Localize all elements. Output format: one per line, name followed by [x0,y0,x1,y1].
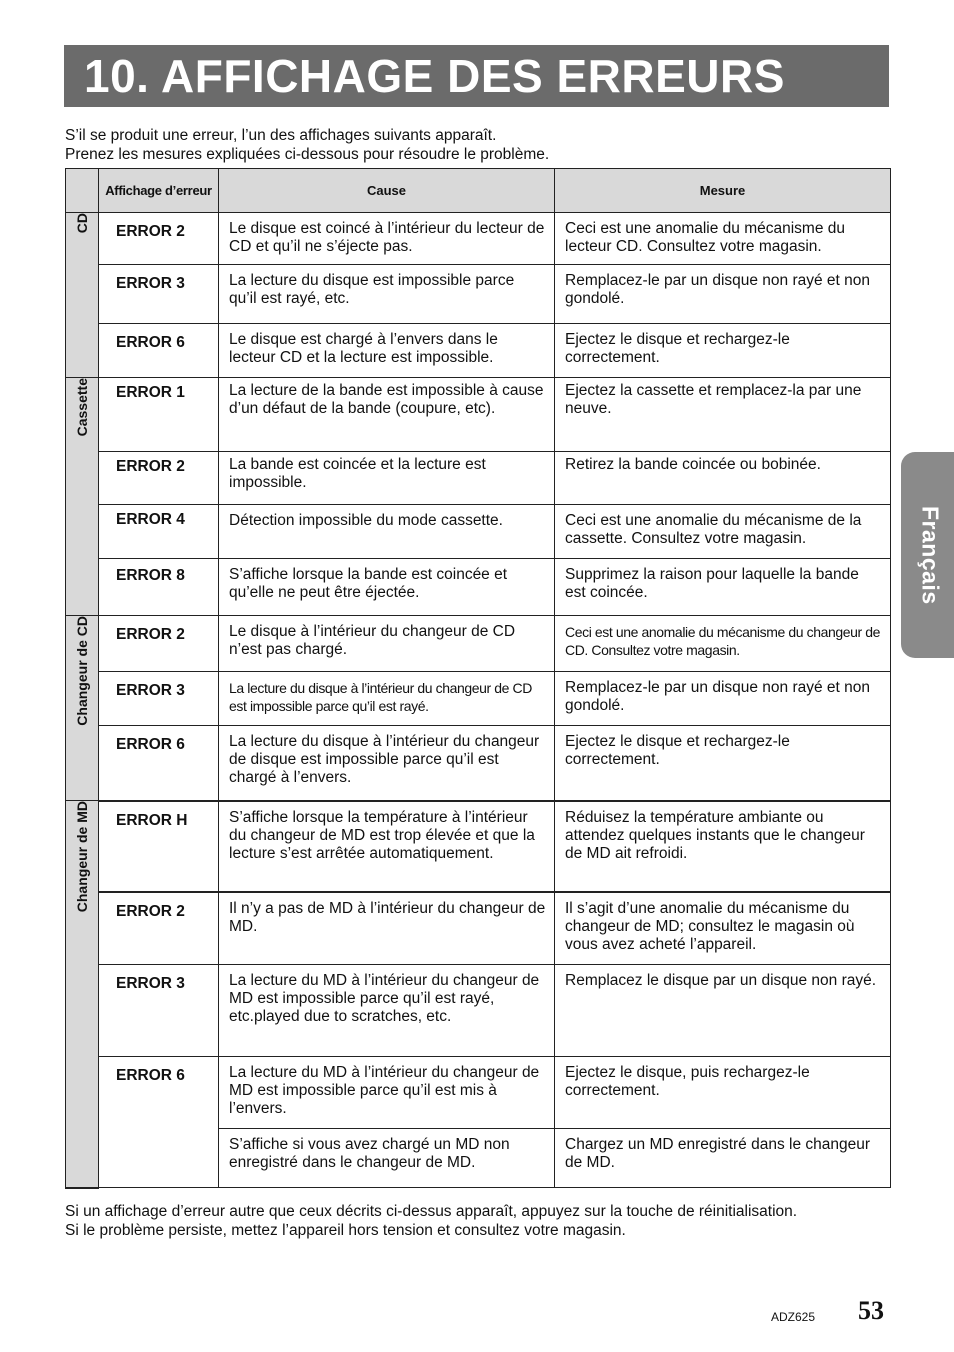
error-measure: Ceci est une anomalie du mécanisme du lecteur CD. Consultez votre magasin. [555,213,891,265]
error-cause: S’affiche si vous avez chargé un MD non enregistré dans le changeur de MD. [219,1129,555,1188]
table-row [66,505,891,559]
error-measure: Remplacez le disque par un disque non rayé. [555,965,891,1057]
error-code: ERROR H [99,801,219,892]
language-tab [901,452,954,658]
error-measure: Ejectez le disque, puis rechargez-le correctement. [555,1057,891,1129]
page-number: 53 [858,1296,884,1325]
table-row [66,892,891,965]
error-code: ERROR 4 [99,505,219,559]
error-measure: Ejectez le disque et rechargez-le correctement. [555,324,891,378]
table-row [66,801,891,892]
error-code: ERROR 2 [99,892,219,965]
table-row [66,1057,891,1129]
error-cause: Le disque est coincé à l’intérieur du lecteur de CD et qu’il ne s’éjecte pas. [219,213,555,265]
intro-text [65,126,549,164]
table-row [66,452,891,505]
group-label-cassette: Cassette [66,378,99,616]
error-code: ERROR 3 [99,965,219,1057]
group-label-changeur-md: Changeur de MD [66,801,99,1188]
error-cause: Le disque à l’intérieur du changeur de CD n’est pas chargé. [219,616,555,672]
header-measure: Mesure [555,169,891,213]
error-measure: Réduisez la température ambiante ou attendez quelques instants que le changeur de MD ait refroidi. [555,801,891,892]
page-title: 10. AFFICHAGE DES ERREURS [64,45,889,107]
table-row [66,213,891,265]
header-cause: Cause [219,169,555,213]
error-code: ERROR 2 [99,616,219,672]
error-cause: Détection impossible du mode cassette. [219,505,555,559]
error-measure: Ejectez la cassette et remplacez-la par une neuve. [555,378,891,452]
error-cause: La lecture du disque à l’intérieur du changeur de CD est impossible parce qu’il est rayé. [219,672,555,726]
footer-line: Si un affichage d’erreur autre que ceux décrits ci-dessus apparaît, appuyez sur la touche de réinitialisation. [65,1203,798,1220]
footer-text [65,1202,797,1240]
error-cause: Il n’y a pas de MD à l’intérieur du changeur de MD. [219,892,555,965]
error-code: ERROR 6 [99,324,219,378]
error-measure: Ejectez le disque et rechargez-le correctement. [555,726,891,801]
error-measure: Supprimez la raison pour laquelle la bande est coincée. [555,559,891,616]
error-cause: S’affiche lorsque la température à l’intérieur du changeur de MD est trop élevée et que la lecture s’est arrêtée automatiquement. [219,801,555,892]
error-code: ERROR 3 [99,672,219,726]
error-code: ERROR 8 [99,559,219,616]
error-measure: Ceci est une anomalie du mécanisme du changeur de CD. Consultez votre magasin. [555,616,891,672]
error-code: ERROR 3 [99,265,219,324]
table-row [66,378,891,452]
error-code: ERROR 6 [99,1057,219,1188]
group-label-changeur-cd: Changeur de CD [66,616,99,801]
error-table [65,168,891,1189]
footer-line: Si le problème persiste, mettez l’appareil hors tension et consultez votre magasin. [65,1222,626,1239]
error-code: ERROR 2 [99,213,219,265]
table-row [66,726,891,801]
table-row [66,965,891,1057]
error-cause: Le disque est chargé à l’envers dans le lecteur CD et la lecture est impossible. [219,324,555,378]
error-cause: La lecture de la bande est impossible à cause d’un défaut de la bande (coupure, etc). [219,378,555,452]
error-measure: Ceci est une anomalie du mécanisme de la cassette. Consultez votre magasin. [555,505,891,559]
model-number: ADZ625 [771,1310,816,1324]
error-cause: La lecture du disque à l’intérieur du changeur de disque est impossible parce qu’il est chargé à l’envers. [219,726,555,801]
error-code: ERROR 2 [99,452,219,505]
header-code: Affichage d’erreur [99,169,219,213]
error-measure: Remplacez-le par un disque non rayé et non gondolé. [555,672,891,726]
error-code: ERROR 6 [99,726,219,801]
error-cause: La lecture du MD à l’intérieur du changeur de MD est impossible parce qu’il est mis à l’envers. [219,1057,555,1129]
error-measure: Il s’agit d’une anomalie du mécanisme du changeur de MD; consultez le magasin où vous avez acheté l’appareil. [555,892,891,965]
header-blank [66,169,99,213]
error-cause: S’affiche lorsque la bande est coincée et qu’elle ne peut être éjectée. [219,559,555,616]
table-row [66,265,891,324]
table-row [66,324,891,378]
table-row [66,559,891,616]
error-cause: La lecture du MD à l’intérieur du changeur de MD est impossible parce qu’il est rayé, etc.played due to scratches, etc. [219,965,555,1057]
error-measure: Remplacez-le par un disque non rayé et non gondolé. [555,265,891,324]
error-measure: Retirez la bande coincée ou bobinée. [555,452,891,505]
table-row [66,616,891,672]
error-measure: Chargez un MD enregistré dans le changeur de MD. [555,1129,891,1188]
error-cause: La lecture du disque est impossible parce qu’il est rayé, etc. [219,265,555,324]
table-row [66,672,891,726]
group-label-cd: CD [66,213,99,378]
intro-line: S’il se produit une erreur, l’un des affichages suivants apparaît. [65,127,497,144]
table-header-row [66,169,891,213]
language-tab-label: Français [917,505,944,605]
error-cause: La bande est coincée et la lecture est impossible. [219,452,555,505]
error-code: ERROR 1 [99,378,219,452]
intro-line: Prenez les mesures expliquées ci-dessous pour résoudre le problème. [65,146,550,163]
